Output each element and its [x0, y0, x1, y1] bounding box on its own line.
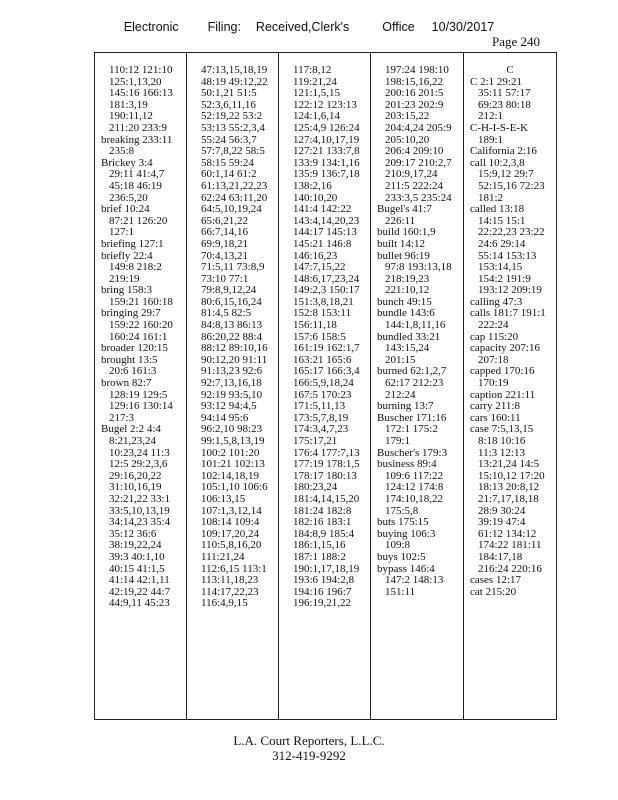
index-entry: 110:12 121:10 — [109, 64, 173, 76]
index-entry: 174:22 181:11 — [478, 539, 542, 552]
index-entry: 133:9 134:1,16 — [293, 156, 360, 169]
index-entry: capped 170:16 — [470, 365, 535, 378]
index-entry: 171:5,11,13 — [293, 400, 346, 413]
index-entry: 55:24 56:3,7 — [201, 133, 257, 146]
index-entry: 124:1,6,14 — [293, 110, 341, 123]
index-entry: 117:8,12 — [293, 64, 332, 76]
index-entry: 172:1 175:2 — [385, 423, 438, 436]
index-entry: 61:13,21,22,23 — [201, 179, 268, 192]
header-date: 10/30/2017 — [431, 20, 495, 34]
index-entry: 114:17,22,23 — [201, 585, 259, 598]
index-entry: burned 62:1,2,7 — [377, 365, 447, 378]
index-entry: 109:6 117:22 — [385, 469, 443, 482]
index-entry: 143:15,24 — [385, 342, 430, 355]
index-entry: 212:1 — [478, 110, 504, 123]
page-number: Page 240 — [491, 34, 540, 49]
index-entry: 181:2 — [478, 191, 504, 204]
index-entry: Brickey 3:4 — [101, 156, 153, 169]
index-entry: 12:5 29:2,3,6 — [109, 458, 168, 471]
index-entry: 205:10,20 — [385, 133, 430, 146]
index-entry: 165:17 166:3,4 — [293, 365, 360, 378]
index-entry: 66:7,14,16 — [201, 226, 249, 239]
index-entry: briefly 22:4 — [101, 249, 153, 262]
index-entry: 124:12 174:8 — [385, 481, 444, 494]
index-entry: 179:1 — [385, 435, 411, 447]
index-entry: 96:2,10 98:23 — [201, 423, 263, 436]
index-entry: C 2:1 29:21 — [470, 75, 522, 88]
index-entry: 8:21,23,24 — [109, 435, 157, 447]
index-entry: built 14:12 — [377, 237, 425, 250]
index-entry: 94:14 95:6 — [201, 411, 249, 424]
index-entry: 166:5,9,18,24 — [293, 377, 354, 390]
header-received: Received,Clerk's — [255, 20, 350, 34]
index-entry: 32:21,22 33:1 — [109, 492, 171, 505]
index-entry: 13:21,24 14:5 — [478, 458, 540, 471]
index-entry: 119:21,24 — [293, 75, 337, 88]
index-entry: cars 160:11 — [470, 411, 521, 424]
index-entry: 144:1,8,11,16 — [385, 319, 446, 332]
index-entry: 31:10,16,19 — [109, 481, 162, 494]
index-entry: 70:4,13,21 — [201, 249, 249, 262]
index-entry: 14:15 15:1 — [478, 214, 526, 227]
index-column-3 — [285, 65, 377, 610]
index-entry: 193:12 209:19 — [478, 284, 542, 297]
index-entry: 69:9,18,21 — [201, 237, 249, 250]
index-column-2 — [193, 65, 285, 610]
index-entry: 108:14 109:4 — [201, 516, 260, 529]
index-entry: brief 10:24 — [101, 203, 150, 216]
index-entry: 210:9,17,24 — [385, 168, 438, 181]
index-entry: 138:2,16 — [293, 179, 332, 192]
index-entry: 107:1,3,12,14 — [201, 504, 262, 517]
index-entry: 153:14,15 — [478, 261, 523, 274]
index-entry: 201:15 — [385, 353, 416, 366]
index-entry: calls 181:7 191:1 — [470, 307, 546, 320]
index-entry: 80:6,15,16,24 — [201, 295, 262, 308]
index-entry: carry 211:8 — [470, 400, 520, 413]
index-entry: 15:10,12 17:20 — [478, 469, 545, 482]
index-entry: 211:20 233:9 — [109, 121, 167, 134]
index-entry: 93:12 94:4,5 — [201, 400, 257, 413]
index-entry: 207:18 — [478, 353, 509, 366]
index-entry: 29:16,20,22 — [109, 469, 162, 482]
index-entry: 112:6,15 113:1 — [201, 562, 267, 575]
index-entry: 39:19 47:4 — [478, 516, 526, 529]
index-entry: 53:13 55:2,3,4 — [201, 121, 265, 134]
index-entry: 175:17,21 — [293, 435, 338, 447]
index-entry: breaking 233:11 — [101, 133, 173, 146]
index-entry: 236:5,20 — [109, 191, 148, 204]
index-entry: 127:21 133:7,8 — [293, 145, 360, 158]
index-entry: 90:12,20 91:11 — [201, 353, 268, 366]
index-entry: 143:4,14,20,23 — [293, 214, 360, 227]
index-entry: California 2:16 — [470, 145, 537, 158]
index-entry: bundled 33:21 — [377, 330, 441, 343]
index-column-1 — [101, 65, 193, 610]
index-entry: 178:17 180:13 — [293, 469, 357, 482]
index-entry: 65:6,21,22 — [201, 214, 249, 227]
footer-phone: 312-419-9292 — [272, 748, 346, 763]
index-entry: 60:1,14 61:2 — [201, 168, 257, 181]
index-entry: 160:24 161:1 — [109, 330, 168, 343]
index-entry: 141:4 142:22 — [293, 203, 352, 216]
index-entry: 34:14,23 35:4 — [109, 516, 171, 529]
index-entry: 181:3,19 — [109, 98, 148, 111]
index-entry: 181:24 182:8 — [293, 504, 352, 517]
index-entry: 167:5 170:23 — [293, 388, 352, 401]
index-entry: bullet 96:19 — [377, 249, 430, 262]
index-entry: 189:1 — [478, 133, 504, 146]
index-entry: 18:13 20:8,12 — [478, 481, 540, 494]
index-entry: 11:3 12:13 — [478, 446, 525, 459]
index-entry: 222:24 — [478, 319, 509, 332]
index-entry: 140:10,20 — [293, 191, 338, 204]
index-entry: build 160:1,9 — [377, 226, 436, 239]
index-entry: 62:24 63:11,20 — [201, 191, 268, 204]
index-entry: 144:17 145:13 — [293, 226, 357, 239]
header-office: Office — [382, 20, 415, 34]
index-entry: 177:19 178:1,5 — [293, 458, 360, 471]
index-entry: 110:5,8,16,20 — [201, 539, 262, 552]
index-entry: 73:10 77:1 — [201, 272, 249, 285]
index-entry: business 89:4 — [377, 458, 437, 471]
index-entry: 145:16 166:13 — [109, 87, 173, 100]
index-entry: called 13:18 — [470, 203, 525, 216]
index-entry: 122:12 123:13 — [293, 98, 357, 111]
index-entry: case 7:5,13,15 — [470, 423, 534, 436]
index-entry: 52:15,16 72:23 — [478, 179, 545, 192]
index-entry: cap 115:20 — [470, 330, 519, 343]
index-entry: Bugel 2:2 4:4 — [101, 423, 161, 436]
index-entry: 128:19 129:5 — [109, 388, 168, 401]
index-entry: 100:2 101:20 — [201, 446, 260, 459]
index-entry: 217:3 — [109, 411, 135, 424]
index-entry: 235:8 — [109, 145, 135, 158]
index-entry: 147:2 148:13 — [385, 574, 444, 587]
index-entry: 151:3,8,18,21 — [293, 295, 354, 308]
index-entry: 151:11 — [385, 585, 416, 598]
index-entry: 41:14 42:1,11 — [109, 574, 170, 587]
index-entry: 20:6 161:3 — [109, 365, 157, 378]
index-entry: 194:16 196:7 — [293, 585, 352, 598]
index-entry: 209:17 210:2,7 — [385, 156, 452, 169]
index-entry: 146:16,23 — [293, 249, 338, 262]
index-entry: 154:2 191:9 — [478, 272, 531, 285]
index-entry: 55:14 153:13 — [478, 249, 537, 262]
index-entry: 204:4,24 205:9 — [385, 121, 452, 134]
index-entry: 221:10,12 — [385, 284, 430, 297]
index-entry: 40:15 41:1,5 — [109, 562, 165, 575]
index-entry: 174:3,4,7,23 — [293, 423, 349, 436]
index-entry: 175:5,8 — [385, 504, 419, 517]
index-entry: 28:9 30:24 — [478, 504, 526, 517]
index-entry: 219:19 — [109, 272, 140, 285]
index-entry: 218:19,23 — [385, 272, 430, 285]
index-entry: 163:21 165:6 — [293, 353, 352, 366]
index-entry: 47:13,15,18,19 — [201, 64, 268, 76]
index-entry: 176:4 177:7,13 — [293, 446, 360, 459]
index-entry: 88:12 89:10,16 — [201, 342, 268, 355]
index-entry: 52:19,22 53:2 — [201, 110, 263, 123]
index-entry: 159:21 160:18 — [109, 295, 173, 308]
header-electronic: Electronic — [123, 20, 179, 34]
index-entry: briefing 127:1 — [101, 237, 164, 250]
index-entry: call 10:2,3,8 — [470, 156, 525, 169]
index-entry: 186:1,15,16 — [293, 539, 346, 552]
index-entry: calling 47:3 — [470, 295, 523, 308]
index-entry: caption 221:11 — [470, 388, 536, 401]
index-entry: 203:15,22 — [385, 110, 430, 123]
index-entry: bypass 146:4 — [377, 562, 435, 575]
index-entry: 125:1,13,20 — [109, 75, 162, 88]
index-entry: 161:19 162:1,7 — [293, 342, 360, 355]
index-entry: 156:11,18 — [293, 319, 337, 332]
index-entry: 102:14,18,19 — [201, 469, 260, 482]
index-entry: 127:4,10,17,19 — [293, 133, 360, 146]
index-entry: 182:16 183:1 — [293, 516, 352, 529]
index-entry: 10:23,24 11:3 — [109, 446, 170, 459]
index-entry: 64:5,10,19,24 — [201, 203, 262, 216]
index-entry: 58:15 59:24 — [201, 156, 254, 169]
index-entry: 149:2,3 150:17 — [293, 284, 360, 297]
footer-company: L.A. Court Reporters, L.L.C. — [233, 733, 385, 748]
header-filing: Filing: — [207, 20, 241, 34]
index-entry: 79:8,9,12,24 — [201, 284, 257, 297]
index-entry: 174:10,18,22 — [385, 492, 444, 505]
index-entry: 84:8,13 86:13 — [201, 319, 263, 332]
index-entry: 48:19 49:12,22 — [201, 75, 268, 88]
index-entry: 87:21 126:20 — [109, 214, 168, 227]
index-entry: C — [506, 64, 514, 76]
index-entry: 44:9,11 45:23 — [109, 597, 170, 610]
index-entry: 86:20,22 88:4 — [201, 330, 263, 343]
index-table — [94, 52, 557, 720]
index-entry: capacity 207:16 — [470, 342, 540, 355]
index-entry: 121:1,5,15 — [293, 87, 341, 100]
index-entry: broader 120:15 — [101, 342, 168, 355]
index-entry: 22:22,23 23:22 — [478, 226, 545, 239]
index-entry: 145:21 146:8 — [293, 237, 352, 250]
index-entry: bunch 49:15 — [377, 295, 432, 308]
index-entry: 71:5,11 73:8,9 — [201, 261, 265, 274]
index-entry: buys 102:5 — [377, 550, 426, 563]
index-entry: 42:19,22 44:7 — [109, 585, 171, 598]
index-entry: 97:8 193:13,18 — [385, 261, 452, 274]
index-entry: 21:7,17,18,18 — [478, 492, 539, 505]
index-entry: 159:22 160:20 — [109, 319, 173, 332]
index-entry: cases 12:17 — [470, 574, 522, 587]
index-entry: 211:5 222:24 — [385, 179, 443, 192]
index-entry: 212:24 — [385, 388, 416, 401]
index-entry: 193:6 194:2,8 — [293, 574, 355, 587]
index-entry: 29:11 41:4,7 — [109, 168, 165, 181]
index-entry: 184:8,9 185:4 — [293, 527, 355, 540]
index-entry: 101:21 102:13 — [201, 458, 265, 471]
index-entry: 39:3 40:1,10 — [109, 550, 165, 563]
index-entry: brown 82:7 — [101, 377, 152, 390]
index-entry: 61:12 134:12 — [478, 527, 537, 540]
index-entry: 109:17,20,24 — [201, 527, 260, 540]
index-entry: 91:13,23 92:6 — [201, 365, 263, 378]
index-entry: Buscher 171:16 — [377, 411, 447, 424]
index-entry: 184:17,18 — [478, 550, 523, 563]
index-entry: 24:6 29:14 — [478, 237, 526, 250]
index-entry: 152:8 153:11 — [293, 307, 351, 320]
index-entry: 50:1,21 51:5 — [201, 87, 257, 100]
index-entry: cat 215:20 — [470, 585, 517, 598]
index-entry: 187:1 188:2 — [293, 550, 346, 563]
index-entry: 180:23,24 — [293, 481, 338, 494]
index-entry: 197:24 198:10 — [385, 64, 449, 76]
index-entry: brought 13:5 — [101, 353, 158, 366]
index-entry: 52:3,6,11,16 — [201, 98, 256, 111]
index-column-5 — [470, 65, 562, 598]
index-column-4 — [377, 65, 469, 598]
index-entry: 181:4,14,15,20 — [293, 492, 360, 505]
index-entry: burning 13:7 — [377, 400, 434, 413]
index-entry: 216:24 220:16 — [478, 562, 542, 575]
index-entry: 129:16 130:14 — [109, 400, 173, 413]
index-entry: 111:21,24 — [201, 550, 245, 563]
index-entry: 190:11,12 — [109, 110, 153, 123]
index-entry: 206:4 209:10 — [385, 145, 444, 158]
index-entry: 125:4,9 126:24 — [293, 121, 360, 134]
index-entry: 35:11 57:17 — [478, 87, 531, 100]
index-entry: 69:23 80:18 — [478, 98, 531, 111]
index-entry: 170:19 — [478, 377, 509, 390]
index-entry: 15:9,12 29:7 — [478, 168, 534, 181]
index-entry: 173:5,7,8,19 — [293, 411, 349, 424]
index-entry: bring 158:3 — [101, 284, 153, 297]
index-entry: 45:18 46:19 — [109, 179, 162, 192]
index-entry: Buscher's 179:3 — [377, 446, 448, 459]
index-entry: 127:1 — [109, 226, 135, 239]
index-entry: 226:11 — [385, 214, 416, 227]
index-entry: 201:23 202:9 — [385, 98, 444, 111]
index-entry: 92:19 93:5,10 — [201, 388, 263, 401]
index-entry: 148:6,17,23,24 — [293, 272, 360, 285]
index-entry: 149:8 218:2 — [109, 261, 162, 274]
index-entry: 135:9 136:7,18 — [293, 168, 360, 181]
index-entry: 200:16 201:5 — [385, 87, 444, 100]
index-entry: 147:7,15,22 — [293, 261, 346, 274]
index-entry: buts 175:15 — [377, 516, 429, 529]
index-entry: 198:15,16,22 — [385, 75, 444, 88]
index-entry: 190:1,17,18,19 — [293, 562, 360, 575]
index-entry: Bugel's 41:7 — [377, 203, 432, 216]
index-entry: 99:1,5,8,13,19 — [201, 435, 265, 447]
index-entry: 92:7,13,16,18 — [201, 377, 262, 390]
index-entry: buying 106:3 — [377, 527, 436, 540]
index-entry: C-H-I-S-E-K — [470, 121, 529, 134]
index-entry: bundle 143:6 — [377, 307, 435, 320]
index-entry: 33:5,10,13,19 — [109, 504, 170, 517]
index-entry: bringing 29:7 — [101, 307, 161, 320]
index-entry: 57:7,8,22 58:5 — [201, 145, 265, 158]
index-entry: 109:8 — [385, 539, 411, 552]
index-entry: 81:4,5 82:5 — [201, 307, 252, 320]
filing-header — [0, 20, 618, 34]
index-entry: 113:11,18,23 — [201, 574, 259, 587]
index-entry: 233:3,5 235:24 — [385, 191, 452, 204]
index-entry: 62:17 212:23 — [385, 377, 444, 390]
index-entry: 116:4,9,15 — [201, 597, 248, 610]
index-entry: 105:1,10 106:6 — [201, 481, 268, 494]
index-entry: 35:12 36:6 — [109, 527, 157, 540]
index-entry: 38:19,22,24 — [109, 539, 162, 552]
index-entry: 157:6 158:5 — [293, 330, 346, 343]
index-entry: 196:19,21,22 — [293, 597, 352, 610]
index-entry: 8:18 10:16 — [478, 435, 526, 447]
index-entry: 106:13,15 — [201, 492, 246, 505]
